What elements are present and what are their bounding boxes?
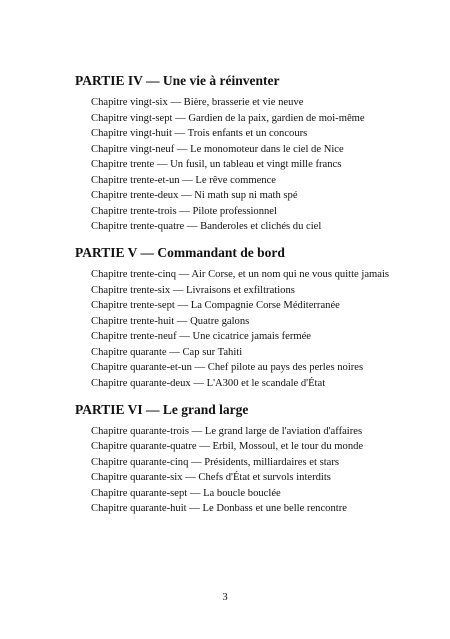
- chapter-entry: Chapitre trente-six — Livraisons et exfiltrations: [91, 284, 295, 296]
- chapter-entry: Chapitre trente-sept — La Compagnie Corse Méditerranée: [91, 300, 340, 311]
- chapter-entry: Chapitre vingt-huit — Trois enfants et un concours: [91, 128, 308, 139]
- chapter-entry: Chapitre quarante-cinq — Présidents, milliardaires et stars: [91, 456, 339, 468]
- chapter-entry: Chapitre trente-huit — Quatre galons: [91, 315, 250, 327]
- chapter-entry: Chapitre trente-trois — Pilote professionnel: [91, 205, 277, 217]
- part-title: PARTIE V — Commandant de bord: [75, 245, 285, 260]
- chapter-entry: Chapitre quarante-et-un — Chef pilote au pays des perles noires: [91, 362, 364, 373]
- part-title: PARTIE IV — Une vie à réinventer: [75, 73, 280, 88]
- chapter-entry: Chapitre quarante-trois — Le grand large de l'aviation d'affaires: [91, 425, 363, 437]
- chapter-entry: Chapitre trente-deux — Ni math sup ni math spé: [91, 190, 298, 201]
- chapter-entry: Chapitre trente-neuf — Une cicatrice jamais fermée: [91, 331, 312, 342]
- chapter-entry: Chapitre quarante-six — Chefs d'État et survols interdits: [91, 472, 331, 483]
- chapter-entry: Chapitre trente-cinq — Air Corse, et un nom qui ne vous quitte jamais: [91, 269, 390, 280]
- chapter-entry: Chapitre trente-et-un — Le rêve commence: [91, 174, 277, 186]
- chapter-entry: Chapitre vingt-sept — Gardien de la paix, gardien de moi-même: [91, 112, 365, 124]
- chapter-entry: Chapitre quarante-huit — Le Donbass et une belle rencontre: [91, 503, 347, 514]
- chapter-list: [91, 96, 405, 233]
- table-of-contents: [75, 72, 405, 526]
- chapter-list: [91, 425, 405, 516]
- chapter-entry: Chapitre quarante-deux — L'A300 et le scandale d'État: [91, 377, 326, 389]
- part-title: PARTIE VI — Le grand large: [75, 401, 249, 417]
- chapter-entry: Chapitre quarante-quatre — Erbil, Mossoul, et le tour du monde: [91, 441, 364, 452]
- chapter-entry: Chapitre vingt-six — Bière, brasserie et vie neuve: [91, 97, 304, 108]
- chapter-entry: Chapitre trente-quatre — Banderoles et clichés du ciel: [91, 221, 322, 232]
- chapter-entry: Chapitre quarante-sept — La boucle bouclée: [91, 487, 281, 499]
- chapter-list: [91, 268, 405, 390]
- chapter-entry: Chapitre trente — Un fusil, un tableau et vingt mille francs: [91, 159, 342, 170]
- chapter-entry: Chapitre vingt-neuf — Le monomoteur dans le ciel de Nice: [91, 143, 344, 155]
- chapter-entry: Chapitre quarante — Cap sur Tahiti: [91, 346, 243, 358]
- page-number: 3: [222, 592, 228, 603]
